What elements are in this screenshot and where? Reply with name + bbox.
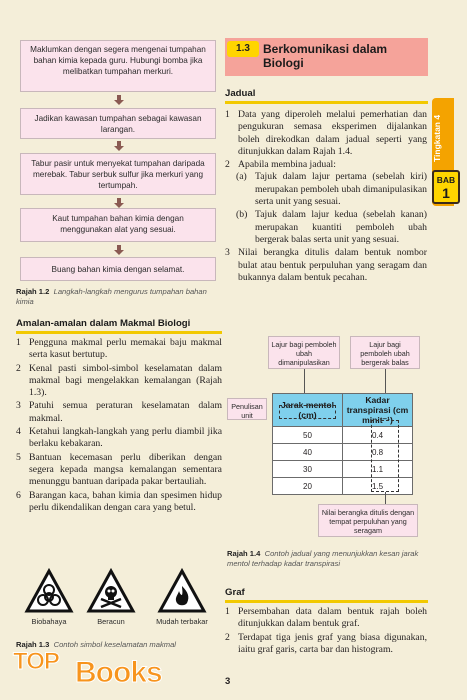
watermark-books: Books bbox=[75, 656, 162, 689]
flow-step-5: Buang bahan kimia dengan selamat. bbox=[20, 257, 216, 281]
jadual-heading: Jadual bbox=[225, 88, 428, 104]
section-title: Berkomunikasi dalam Biologi bbox=[263, 42, 388, 70]
flow-arrow-icon bbox=[114, 198, 124, 208]
table-row: 30 1.1 bbox=[273, 461, 413, 478]
bab-label: BAB bbox=[436, 175, 456, 185]
graf-heading: Graf bbox=[225, 587, 428, 603]
figure-caption-1-4 bbox=[227, 549, 427, 569]
list-item: 1 Data yang diperoleh melalui pemerhatian dan pengukuran semasa eksperimen dijalankan boleh direkodkan dalam jadual seperti yang ditunjukkan dalam Rajah 1.4. bbox=[225, 109, 427, 157]
hazard-flammable bbox=[142, 568, 222, 626]
skull-crossbones-icon bbox=[86, 568, 136, 614]
sub-list-item: (b) Tajuk dalam lajur kedua (sebelah kanan) merupakan kuantiti pemboleh ubah bergerak balas serta unit yang sesuai. bbox=[236, 209, 427, 245]
side-tab-label: Tingkatan 4 bbox=[432, 114, 442, 162]
caption-label: Rajah 1.3 bbox=[16, 640, 50, 649]
list-item: 1 Pengguna makmal perlu memakai baju makmal serta kasut bertutup. bbox=[16, 337, 222, 361]
practices-heading: Amalan-amalan dalam Makmal Biologi bbox=[16, 318, 222, 334]
pointer-line bbox=[304, 369, 305, 393]
callout-decimal: Nilai berangka ditulis dengan tempat perpuluhan yang seragam bbox=[318, 504, 418, 537]
list-item: 4 Ketahui langkah-langkah yang perlu diambil jika berlaku kebakaran. bbox=[16, 426, 222, 450]
callout-manipulated: Lajur bagi pemboleh ubah dimanipulasikan bbox=[268, 336, 340, 369]
chapter-badge bbox=[432, 170, 460, 204]
figure-caption-1-2 bbox=[16, 287, 222, 307]
list-item: 2 Kenal pasti simbol-simbol keselamatan dalam makmal bagi mengelakkan kemalangan (Rajah 1.3). bbox=[16, 362, 222, 399]
hazard-label: Beracun bbox=[97, 617, 125, 626]
list-item: 5 Bantuan kecemasan perlu diberikan dengan segera kepada mangsa kemalangan sementara menunggu bantuan daripada pakar bertauliah. bbox=[16, 451, 222, 488]
list-item: 1 Persembahan data dalam bentuk rajah boleh ditunjukkan dalam bentuk graf. bbox=[225, 606, 427, 630]
flow-step-2: Jadikan kawasan tumpahan sebagai kawasan larangan. bbox=[20, 108, 216, 139]
table-row: 50 0.4 bbox=[273, 427, 413, 444]
hazard-biohazard bbox=[18, 568, 80, 626]
jadual-body bbox=[225, 109, 427, 285]
flow-arrow-icon bbox=[114, 95, 124, 105]
col-header-jarak: Jarak mentol (cm) bbox=[273, 394, 343, 427]
unit-highlight bbox=[279, 405, 336, 419]
hazard-label: Biobahaya bbox=[31, 617, 67, 626]
flame-icon bbox=[157, 568, 207, 614]
caption-label: Rajah 1.2 bbox=[16, 287, 50, 296]
pointer-line bbox=[385, 369, 386, 393]
list-item: 3 Patuhi semua peraturan keselamatan dalam makmal. bbox=[16, 400, 222, 424]
topbooks-watermark bbox=[13, 648, 193, 698]
flow-step-1: Maklumkan dengan segera mengenai tumpahan bahan kimia kepada guru. Hubungi bomba jika melibatkan tumpahan merkuri. bbox=[20, 40, 216, 92]
caption-text: Langkah-langkah mengurus tumpahan bahan kimia bbox=[16, 287, 207, 306]
pointer-line bbox=[385, 492, 386, 504]
table-row: 20 1.5 bbox=[273, 478, 413, 495]
caption-text: Contoh simbol keselamatan makmal bbox=[53, 640, 176, 649]
bab-number: 1 bbox=[442, 185, 450, 201]
caption-label: Rajah 1.4 bbox=[227, 549, 261, 558]
sub-list-item: (a) Tajuk dalam lajur pertama (sebelah kiri) merupakan pemboleh ubah dimanipulasikan serta unit yang sesuai. bbox=[236, 171, 427, 208]
flow-step-3: Tabur pasir untuk menyekat tumpahan daripada merebak. Tabur serbuk sulfur jika merkuri yang tertumpah. bbox=[20, 153, 216, 195]
section-title-bar bbox=[225, 38, 428, 76]
flow-arrow-icon bbox=[114, 245, 124, 255]
list-item: 6 Barangan kaca, bahan kimia dan spesimen hidup perlu dikendalikan dengan cara yang betul. bbox=[16, 489, 222, 513]
flow-arrow-icon bbox=[114, 141, 124, 151]
list-item: 2 Terdapat tiga jenis graf yang biasa digunakan, iaitu graf garis, carta bar dan histogram. bbox=[225, 631, 427, 655]
practices-list bbox=[16, 337, 222, 515]
biohazard-icon bbox=[24, 568, 74, 614]
section-number: 1.3 bbox=[227, 41, 259, 57]
caption-text: Contoh jadual yang menunjukkan kesan jarak mentol terhadap kadar transpirasi bbox=[227, 549, 419, 568]
hazard-symbols bbox=[18, 568, 222, 626]
table-row: 40 0.8 bbox=[273, 444, 413, 461]
list-item: 2 Apabila membina jadual: (a) Tajuk dalam lajur pertama (sebelah kiri) merupakan pemboleh ubah dimanipulasikan serta unit yang sesuai. (b) Tajuk dalam lajur kedua (sebelah kanan) merupakan kuantiti pemboleh ubah bergerak balas serta unit yang sesuai. bbox=[225, 159, 427, 245]
list-item: 3 Nilai berangka ditulis dalam bentuk nombor bulat atau bentuk perpuluhan yang seragam dan bukannya dalam bentuk pecahan. bbox=[225, 247, 427, 283]
page-number: 3 bbox=[225, 676, 231, 687]
callout-unit: Penulisan unit bbox=[227, 398, 267, 420]
hazard-label: Mudah terbakar bbox=[156, 617, 208, 626]
hazard-toxic bbox=[80, 568, 142, 626]
decimal-highlight bbox=[371, 420, 399, 492]
callout-responding: Lajur bagi pemboleh ubah bergerak balas bbox=[350, 336, 420, 369]
flow-step-4: Kaut tumpahan bahan kimia dengan menggunakan alat yang sesuai. bbox=[20, 208, 216, 242]
watermark-top: TOP bbox=[13, 648, 59, 675]
graf-list bbox=[225, 606, 427, 657]
col-header-kadar: Kadar transpirasi (cm minit⁻¹) bbox=[343, 394, 413, 427]
